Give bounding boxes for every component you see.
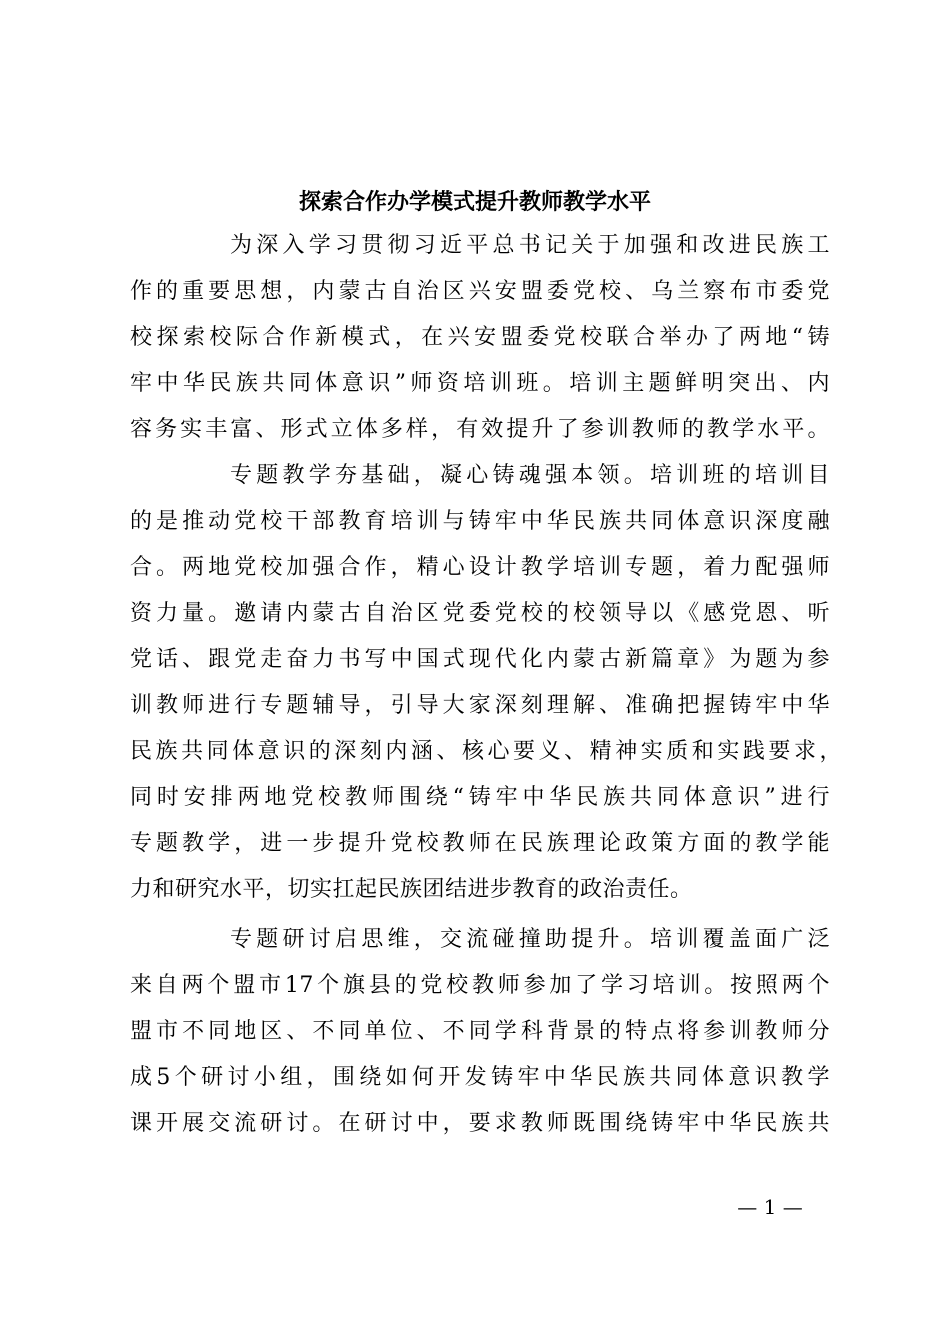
text-line: 盟市不同地区、不同单位、不同学科背景的特点将参训教师分 [130,1019,830,1044]
text-line: 党话、跟党走奋力书写中国式现代化内蒙古新篇章》为题为参 [130,647,830,672]
text-line: 成5个研讨小组，围绕如何开发铸牢中华民族共同体意识教学 [130,1065,830,1090]
text-line: 专题教学夯基础，凝心铸魂强本领。培训班的培训目 [230,463,830,488]
text-line: 专题研讨启思维，交流碰撞助提升。培训覆盖面广泛 [230,927,830,952]
text-line: 同时安排两地党校教师围绕“铸牢中华民族共同体意识”进行 [130,785,830,810]
text-line: 作的重要思想，内蒙古自治区兴安盟委党校、乌兰察布市委党 [130,279,830,304]
text-line: 训教师进行专题辅导，引导大家深刻理解、准确把握铸牢中华 [130,693,830,718]
text-line: 牢中华民族共同体意识”师资培训班。培训主题鲜明突出、内 [130,371,830,396]
text-line: 合。两地党校加强合作，精心设计教学培训专题，着力配强师 [130,555,830,580]
text-line: 力和研究水平，切实扛起民族团结进步教育的政治责任。 [130,877,693,902]
text-line: 资力量。邀请内蒙古自治区党委党校的校领导以《感党恩、听 [130,601,830,626]
page-number: — 1 — [737,1195,803,1219]
text-line: 容务实丰富、形式立体多样，有效提升了参训教师的教学水平。 [130,417,830,442]
text-line: 民族共同体意识的深刻内涵、核心要义、精神实质和实践要求， [130,739,842,764]
document-title: 探索合作办学模式提升教师教学水平 [298,189,651,215]
text-line: 为深入学习贯彻习近平总书记关于加强和改进民族工 [230,233,830,258]
text-line: 课开展交流研讨。在研讨中，要求教师既围绕铸牢中华民族共 [130,1111,830,1136]
text-line: 的是推动党校干部教育培训与铸牢中华民族共同体意识深度融 [130,509,830,534]
text-line: 专题教学，进一步提升党校教师在民族理论政策方面的教学能 [130,831,830,856]
text-line: 校探索校际合作新模式，在兴安盟委党校联合举办了两地“铸 [130,325,830,350]
text-line: 来自两个盟市17个旗县的党校教师参加了学习培训。按照两个 [130,973,830,998]
